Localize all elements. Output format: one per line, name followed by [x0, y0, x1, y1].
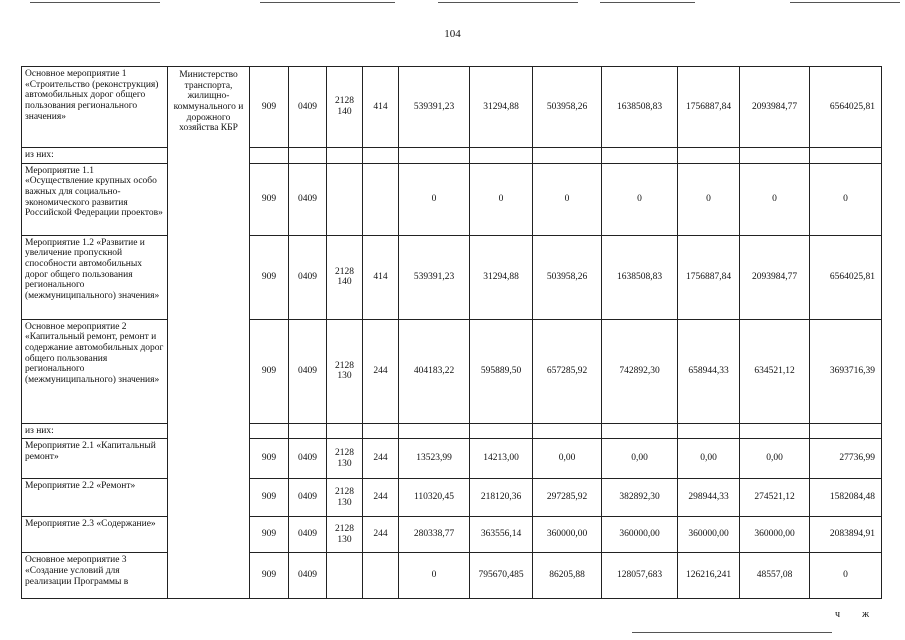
value-cell: 0: [533, 163, 602, 235]
expense-type: 414: [363, 67, 399, 148]
table-row: [22, 163, 882, 235]
expense-type: 244: [363, 517, 399, 553]
total-cell: 6564025,81: [810, 235, 882, 319]
table-row: [22, 439, 882, 479]
value-cell: 0,00: [533, 439, 602, 479]
value-cell: 795670,485: [470, 553, 533, 599]
grbs-code: 909: [250, 319, 289, 423]
expense-type: 414: [363, 235, 399, 319]
header-rule: [260, 2, 395, 3]
value-cell: 218120,36: [470, 479, 533, 517]
target-article: 2128 130: [327, 479, 363, 517]
row-name: Основное мероприятие 1 «Строительство (реконструкция) автомобильных дорог общего пользования регионального значения»: [22, 67, 168, 148]
total-cell: 27736,99: [810, 439, 882, 479]
section-code: 0409: [289, 439, 327, 479]
table-row: [22, 517, 882, 553]
value-cell: 360000,00: [740, 517, 810, 553]
header-rule: [790, 2, 900, 3]
value-cell: 503958,26: [533, 67, 602, 148]
table-row: [22, 319, 882, 423]
table-row: [22, 148, 882, 164]
grbs-code: 909: [250, 439, 289, 479]
page-number: 104: [444, 28, 461, 40]
value-cell: 0: [399, 163, 470, 235]
grbs-code: 909: [250, 553, 289, 599]
header-rule: [600, 2, 695, 3]
section-code: 0409: [289, 517, 327, 553]
section-code: 0409: [289, 163, 327, 235]
row-name: Мероприятие 2.2 «Ремонт»: [22, 479, 168, 517]
value-cell: 298944,33: [678, 479, 740, 517]
value-cell: 404183,22: [399, 319, 470, 423]
target-article: [327, 553, 363, 599]
total-cell: 6564025,81: [810, 67, 882, 148]
value-cell: 1756887,84: [678, 235, 740, 319]
total-cell: 0: [810, 163, 882, 235]
section-code: 0409: [289, 479, 327, 517]
row-name: Мероприятие 1.1 «Осуществление крупных особо важных для социально-экономического развития Российской Федерации проектов»: [22, 163, 168, 235]
header-rule: [438, 2, 578, 3]
value-cell: 539391,23: [399, 67, 470, 148]
total-cell: 2083894,91: [810, 517, 882, 553]
row-name: Основное мероприятие 2 «Капитальный ремонт, ремонт и содержание автомобильных дорог общего пользования регионального (межмуниципального) значения»: [22, 319, 168, 423]
value-cell: 31294,88: [470, 67, 533, 148]
grbs-code: 909: [250, 235, 289, 319]
footer-rule: [632, 632, 832, 633]
target-article: [327, 163, 363, 235]
value-cell: 657285,92: [533, 319, 602, 423]
target-article: 2128 140: [327, 67, 363, 148]
grbs-code: 909: [250, 479, 289, 517]
total-cell: 1582084,48: [810, 479, 882, 517]
grbs-code: 909: [250, 163, 289, 235]
table-row: [22, 553, 882, 599]
value-cell: 2093984,77: [740, 235, 810, 319]
section-code: 0409: [289, 319, 327, 423]
value-cell: 1638508,83: [602, 67, 678, 148]
footer-mark: ч: [835, 609, 863, 620]
section-code: 0409: [289, 553, 327, 599]
row-name: Основное мероприятие 3 «Создание условий для реализации Программы в: [22, 553, 168, 599]
value-cell: 360000,00: [533, 517, 602, 553]
value-cell: 742892,30: [602, 319, 678, 423]
value-cell: 658944,33: [678, 319, 740, 423]
footer-mark: ж: [862, 609, 891, 620]
section-code: 0409: [289, 67, 327, 148]
value-cell: 0,00: [740, 439, 810, 479]
value-cell: 0: [678, 163, 740, 235]
value-cell: 86205,88: [533, 553, 602, 599]
value-cell: 31294,88: [470, 235, 533, 319]
table-row: [22, 423, 882, 439]
ministry-cell: Министерство транспорта, жилищно-коммунального и дорожного хозяйства КБР: [168, 67, 250, 599]
value-cell: 382892,30: [602, 479, 678, 517]
value-cell: 0: [740, 163, 810, 235]
table-row: [22, 479, 882, 517]
value-cell: 280338,77: [399, 517, 470, 553]
value-cell: 0,00: [602, 439, 678, 479]
value-cell: 0,00: [678, 439, 740, 479]
value-cell: 14213,00: [470, 439, 533, 479]
value-cell: 363556,14: [470, 517, 533, 553]
value-cell: 13523,99: [399, 439, 470, 479]
value-cell: 0: [602, 163, 678, 235]
value-cell: 48557,08: [740, 553, 810, 599]
table-row: [22, 235, 882, 319]
row-name: Мероприятие 1.2 «Развитие и увеличение пропускной способности автомобильных дорог общего пользования регионального (межмуниципального) значения»: [22, 235, 168, 319]
footer-marks: [835, 609, 891, 620]
value-cell: 1638508,83: [602, 235, 678, 319]
value-cell: 274521,12: [740, 479, 810, 517]
grbs-code: 909: [250, 517, 289, 553]
value-cell: 297285,92: [533, 479, 602, 517]
value-cell: 1756887,84: [678, 67, 740, 148]
expense-type: 244: [363, 479, 399, 517]
value-cell: 2093984,77: [740, 67, 810, 148]
target-article: 2128 140: [327, 235, 363, 319]
table-row: [22, 67, 882, 148]
value-cell: 128057,683: [602, 553, 678, 599]
target-article: 2128 130: [327, 439, 363, 479]
value-cell: 503958,26: [533, 235, 602, 319]
expense-type: [363, 553, 399, 599]
target-article: 2128 130: [327, 517, 363, 553]
grbs-code: 909: [250, 67, 289, 148]
row-name: Мероприятие 2.1 «Капитальный ремонт»: [22, 439, 168, 479]
value-cell: 634521,12: [740, 319, 810, 423]
value-cell: 126216,241: [678, 553, 740, 599]
value-cell: 360000,00: [678, 517, 740, 553]
value-cell: 0: [399, 553, 470, 599]
row-name: из них:: [22, 148, 168, 164]
section-code: 0409: [289, 235, 327, 319]
value-cell: 360000,00: [602, 517, 678, 553]
target-article: 2128 130: [327, 319, 363, 423]
total-cell: 3693716,39: [810, 319, 882, 423]
value-cell: 595889,50: [470, 319, 533, 423]
total-cell: 0: [810, 553, 882, 599]
budget-table: [21, 66, 882, 599]
value-cell: 0: [470, 163, 533, 235]
expense-type: [363, 163, 399, 235]
row-name: Мероприятие 2.3 «Содержание»: [22, 517, 168, 553]
value-cell: 110320,45: [399, 479, 470, 517]
row-name: из них:: [22, 423, 168, 439]
value-cell: 539391,23: [399, 235, 470, 319]
expense-type: 244: [363, 439, 399, 479]
expense-type: 244: [363, 319, 399, 423]
header-rule: [30, 2, 160, 3]
